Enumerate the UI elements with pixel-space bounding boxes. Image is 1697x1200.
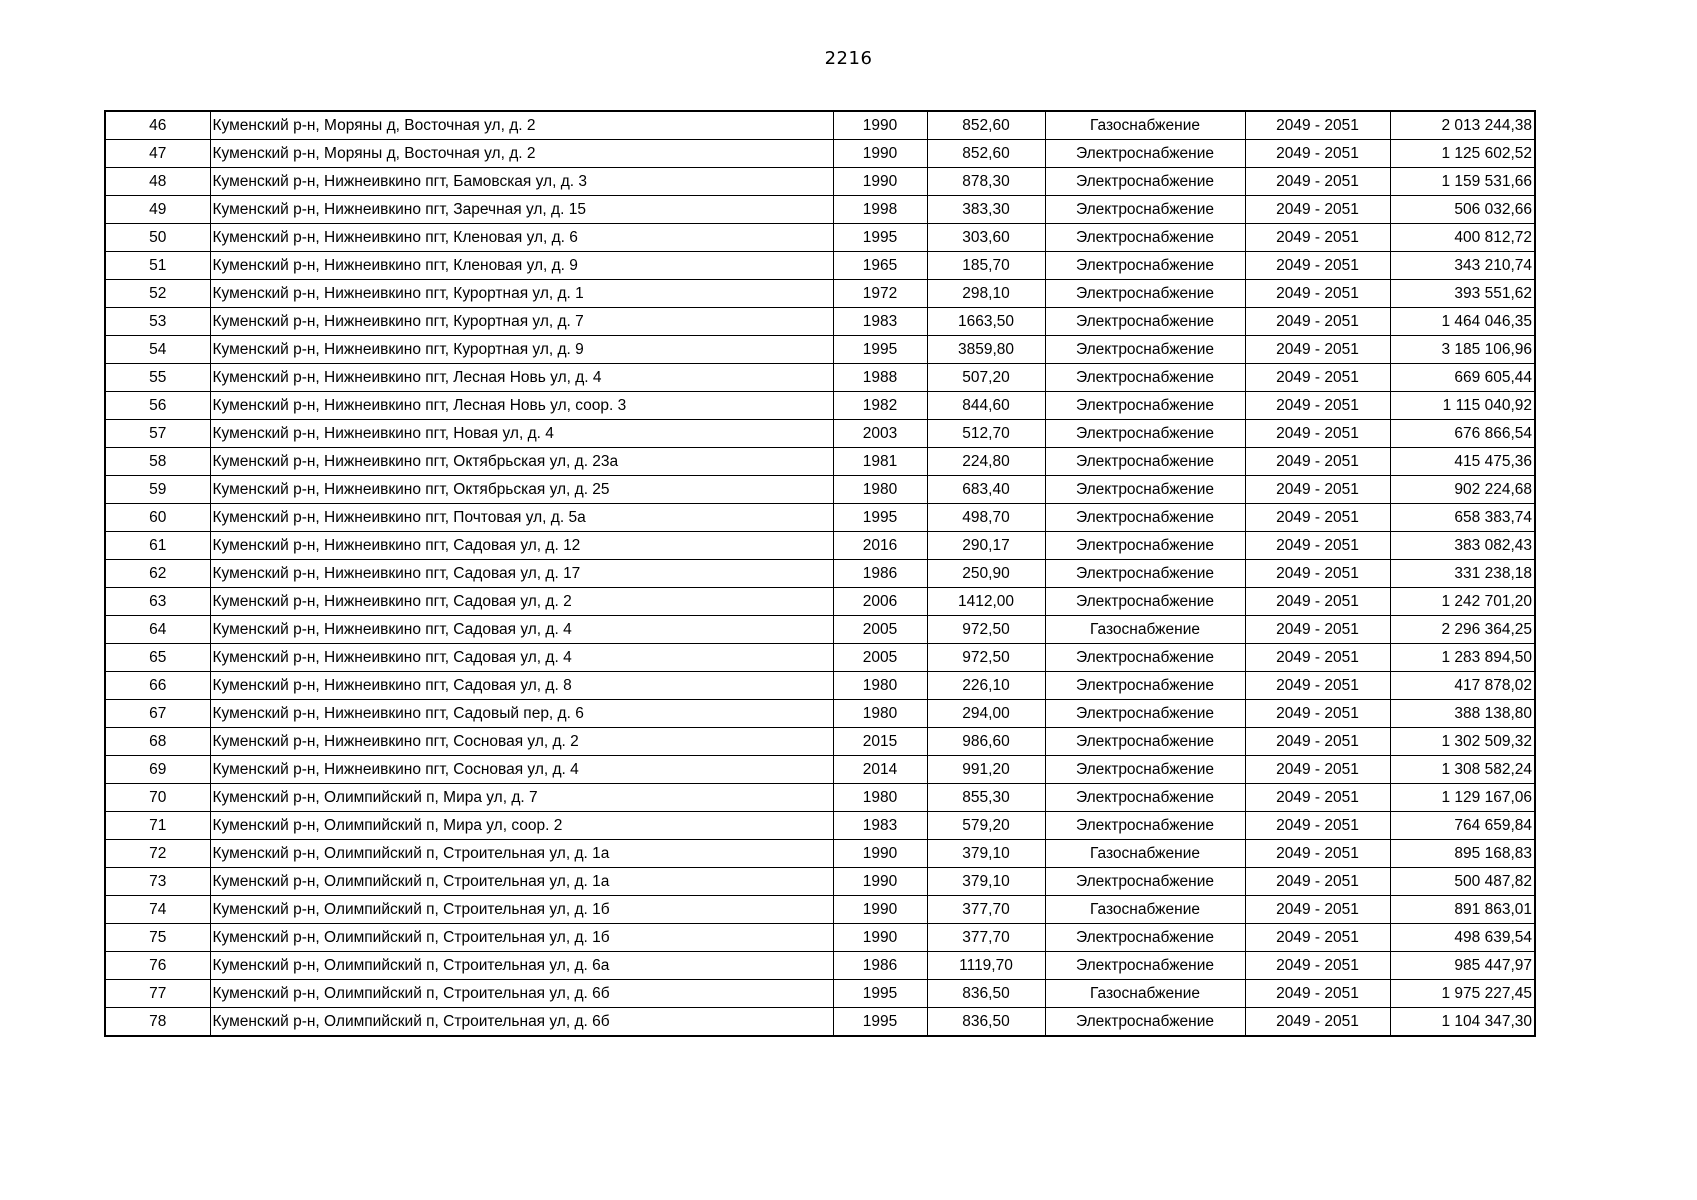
- table-row: [105, 616, 1535, 644]
- address-cell: Куменский р-н, Нижнеивкино пгт, Садовая ул, д. 4: [210, 644, 833, 672]
- area-cell: 498,70: [927, 504, 1045, 532]
- service-type-cell: Электроснабжение: [1045, 308, 1245, 336]
- table-row: [105, 980, 1535, 1008]
- row-number-cell: 59: [105, 476, 210, 504]
- year-cell: 2016: [833, 532, 927, 560]
- period-cell: 2049 - 2051: [1245, 588, 1390, 616]
- cost-cell: 1 115 040,92: [1390, 392, 1535, 420]
- year-cell: 1995: [833, 1008, 927, 1037]
- year-cell: 1998: [833, 196, 927, 224]
- service-type-cell: Электроснабжение: [1045, 952, 1245, 980]
- table-row: [105, 1008, 1535, 1037]
- period-cell: 2049 - 2051: [1245, 196, 1390, 224]
- cost-cell: 343 210,74: [1390, 252, 1535, 280]
- table-row: [105, 392, 1535, 420]
- period-cell: 2049 - 2051: [1245, 476, 1390, 504]
- cost-cell: 1 302 509,32: [1390, 728, 1535, 756]
- year-cell: 1982: [833, 392, 927, 420]
- area-cell: 290,17: [927, 532, 1045, 560]
- cost-cell: 1 159 531,66: [1390, 168, 1535, 196]
- row-number-cell: 47: [105, 140, 210, 168]
- service-type-cell: Газоснабжение: [1045, 616, 1245, 644]
- area-cell: 986,60: [927, 728, 1045, 756]
- cost-cell: 658 383,74: [1390, 504, 1535, 532]
- year-cell: 1990: [833, 868, 927, 896]
- period-cell: 2049 - 2051: [1245, 560, 1390, 588]
- year-cell: 1972: [833, 280, 927, 308]
- cost-cell: 383 082,43: [1390, 532, 1535, 560]
- area-cell: 377,70: [927, 924, 1045, 952]
- area-cell: 377,70: [927, 896, 1045, 924]
- service-type-cell: Газоснабжение: [1045, 840, 1245, 868]
- period-cell: 2049 - 2051: [1245, 308, 1390, 336]
- cost-cell: 895 168,83: [1390, 840, 1535, 868]
- table-row: [105, 336, 1535, 364]
- period-cell: 2049 - 2051: [1245, 812, 1390, 840]
- cost-cell: 891 863,01: [1390, 896, 1535, 924]
- year-cell: 2015: [833, 728, 927, 756]
- period-cell: 2049 - 2051: [1245, 280, 1390, 308]
- cost-cell: 1 464 046,35: [1390, 308, 1535, 336]
- page-number: 2216: [824, 48, 873, 69]
- period-cell: 2049 - 2051: [1245, 672, 1390, 700]
- year-cell: 1981: [833, 448, 927, 476]
- service-type-cell: Электроснабжение: [1045, 784, 1245, 812]
- period-cell: 2049 - 2051: [1245, 896, 1390, 924]
- year-cell: 1980: [833, 672, 927, 700]
- table-row: [105, 364, 1535, 392]
- year-cell: 2006: [833, 588, 927, 616]
- address-cell: Куменский р-н, Моряны д, Восточная ул, д. 2: [210, 111, 833, 140]
- year-cell: 2005: [833, 644, 927, 672]
- area-cell: 226,10: [927, 672, 1045, 700]
- row-number-cell: 69: [105, 756, 210, 784]
- service-type-cell: Электроснабжение: [1045, 476, 1245, 504]
- year-cell: 2014: [833, 756, 927, 784]
- area-cell: 1412,00: [927, 588, 1045, 616]
- period-cell: 2049 - 2051: [1245, 616, 1390, 644]
- row-number-cell: 56: [105, 392, 210, 420]
- area-cell: 185,70: [927, 252, 1045, 280]
- service-type-cell: Электроснабжение: [1045, 448, 1245, 476]
- row-number-cell: 60: [105, 504, 210, 532]
- period-cell: 2049 - 2051: [1245, 868, 1390, 896]
- period-cell: 2049 - 2051: [1245, 336, 1390, 364]
- service-type-cell: Электроснабжение: [1045, 392, 1245, 420]
- cost-cell: 3 185 106,96: [1390, 336, 1535, 364]
- period-cell: 2049 - 2051: [1245, 364, 1390, 392]
- row-number-cell: 76: [105, 952, 210, 980]
- cost-cell: 506 032,66: [1390, 196, 1535, 224]
- year-cell: 1990: [833, 840, 927, 868]
- row-number-cell: 62: [105, 560, 210, 588]
- address-cell: Куменский р-н, Нижнеивкино пгт, Сосновая ул, д. 4: [210, 756, 833, 784]
- address-cell: Куменский р-н, Олимпийский п, Строительная ул, д. 6б: [210, 1008, 833, 1037]
- address-cell: Куменский р-н, Нижнеивкино пгт, Октябрьская ул, д. 23а: [210, 448, 833, 476]
- area-cell: 379,10: [927, 840, 1045, 868]
- address-cell: Куменский р-н, Нижнеивкино пгт, Садовая ул, д. 17: [210, 560, 833, 588]
- cost-cell: 1 283 894,50: [1390, 644, 1535, 672]
- period-cell: 2049 - 2051: [1245, 700, 1390, 728]
- table-row: [105, 728, 1535, 756]
- period-cell: 2049 - 2051: [1245, 504, 1390, 532]
- table-row: [105, 840, 1535, 868]
- year-cell: 1986: [833, 952, 927, 980]
- address-cell: Куменский р-н, Олимпийский п, Строительная ул, д. 1б: [210, 924, 833, 952]
- address-cell: Куменский р-н, Нижнеивкино пгт, Заречная ул, д. 15: [210, 196, 833, 224]
- area-cell: 878,30: [927, 168, 1045, 196]
- area-cell: 683,40: [927, 476, 1045, 504]
- service-type-cell: Электроснабжение: [1045, 224, 1245, 252]
- service-type-cell: Электроснабжение: [1045, 168, 1245, 196]
- cost-cell: 1 975 227,45: [1390, 980, 1535, 1008]
- row-number-cell: 54: [105, 336, 210, 364]
- service-type-cell: Электроснабжение: [1045, 560, 1245, 588]
- table-row: [105, 672, 1535, 700]
- row-number-cell: 65: [105, 644, 210, 672]
- row-number-cell: 51: [105, 252, 210, 280]
- row-number-cell: 53: [105, 308, 210, 336]
- service-type-cell: Электроснабжение: [1045, 336, 1245, 364]
- cost-cell: 388 138,80: [1390, 700, 1535, 728]
- cost-cell: 393 551,62: [1390, 280, 1535, 308]
- address-cell: Куменский р-н, Нижнеивкино пгт, Садовая ул, д. 12: [210, 532, 833, 560]
- service-type-cell: Электроснабжение: [1045, 364, 1245, 392]
- period-cell: 2049 - 2051: [1245, 980, 1390, 1008]
- address-cell: Куменский р-н, Олимпийский п, Мира ул, д. 7: [210, 784, 833, 812]
- period-cell: 2049 - 2051: [1245, 532, 1390, 560]
- table-row: [105, 560, 1535, 588]
- cost-cell: 2 013 244,38: [1390, 111, 1535, 140]
- area-cell: 852,60: [927, 111, 1045, 140]
- period-cell: 2049 - 2051: [1245, 420, 1390, 448]
- address-cell: Куменский р-н, Нижнеивкино пгт, Кленовая ул, д. 9: [210, 252, 833, 280]
- service-type-cell: Электроснабжение: [1045, 700, 1245, 728]
- year-cell: 1980: [833, 784, 927, 812]
- service-type-cell: Газоснабжение: [1045, 111, 1245, 140]
- service-type-cell: Электроснабжение: [1045, 504, 1245, 532]
- cost-cell: 1 129 167,06: [1390, 784, 1535, 812]
- row-number-cell: 77: [105, 980, 210, 1008]
- row-number-cell: 58: [105, 448, 210, 476]
- row-number-cell: 78: [105, 1008, 210, 1037]
- area-cell: 250,90: [927, 560, 1045, 588]
- row-number-cell: 55: [105, 364, 210, 392]
- year-cell: 1986: [833, 560, 927, 588]
- period-cell: 2049 - 2051: [1245, 1008, 1390, 1037]
- cost-cell: 902 224,68: [1390, 476, 1535, 504]
- cost-cell: 400 812,72: [1390, 224, 1535, 252]
- table-row: [105, 812, 1535, 840]
- row-number-cell: 73: [105, 868, 210, 896]
- service-type-cell: Электроснабжение: [1045, 812, 1245, 840]
- service-type-cell: Электроснабжение: [1045, 672, 1245, 700]
- cost-cell: 676 866,54: [1390, 420, 1535, 448]
- year-cell: 1995: [833, 224, 927, 252]
- table-row: [105, 252, 1535, 280]
- address-cell: Куменский р-н, Нижнеивкино пгт, Бамовская ул, д. 3: [210, 168, 833, 196]
- period-cell: 2049 - 2051: [1245, 644, 1390, 672]
- area-cell: 855,30: [927, 784, 1045, 812]
- area-cell: 507,20: [927, 364, 1045, 392]
- address-cell: Куменский р-н, Нижнеивкино пгт, Курортная ул, д. 9: [210, 336, 833, 364]
- service-type-cell: Электроснабжение: [1045, 756, 1245, 784]
- address-cell: Куменский р-н, Нижнеивкино пгт, Октябрьская ул, д. 25: [210, 476, 833, 504]
- address-cell: Куменский р-н, Нижнеивкино пгт, Лесная Новь ул, соор. 3: [210, 392, 833, 420]
- area-cell: 379,10: [927, 868, 1045, 896]
- area-cell: 512,70: [927, 420, 1045, 448]
- table-row: [105, 111, 1535, 140]
- service-type-cell: Электроснабжение: [1045, 532, 1245, 560]
- year-cell: 1990: [833, 111, 927, 140]
- area-cell: 3859,80: [927, 336, 1045, 364]
- service-type-cell: Электроснабжение: [1045, 420, 1245, 448]
- table-row: [105, 224, 1535, 252]
- period-cell: 2049 - 2051: [1245, 140, 1390, 168]
- service-type-cell: Электроснабжение: [1045, 868, 1245, 896]
- cost-cell: 331 238,18: [1390, 560, 1535, 588]
- cost-cell: 415 475,36: [1390, 448, 1535, 476]
- area-cell: 1119,70: [927, 952, 1045, 980]
- address-cell: Куменский р-н, Нижнеивкино пгт, Новая ул, д. 4: [210, 420, 833, 448]
- area-cell: 579,20: [927, 812, 1045, 840]
- row-number-cell: 74: [105, 896, 210, 924]
- period-cell: 2049 - 2051: [1245, 168, 1390, 196]
- year-cell: 1965: [833, 252, 927, 280]
- table-body: [105, 111, 1535, 1036]
- address-cell: Куменский р-н, Нижнеивкино пгт, Садовый пер, д. 6: [210, 700, 833, 728]
- row-number-cell: 50: [105, 224, 210, 252]
- row-number-cell: 66: [105, 672, 210, 700]
- row-number-cell: 61: [105, 532, 210, 560]
- table-row: [105, 448, 1535, 476]
- table-row: [105, 952, 1535, 980]
- row-number-cell: 67: [105, 700, 210, 728]
- table-row: [105, 868, 1535, 896]
- address-cell: Куменский р-н, Нижнеивкино пгт, Сосновая ул, д. 2: [210, 728, 833, 756]
- area-cell: 383,30: [927, 196, 1045, 224]
- address-cell: Куменский р-н, Нижнеивкино пгт, Кленовая ул, д. 6: [210, 224, 833, 252]
- table-row: [105, 196, 1535, 224]
- row-number-cell: 46: [105, 111, 210, 140]
- row-number-cell: 71: [105, 812, 210, 840]
- service-type-cell: Газоснабжение: [1045, 980, 1245, 1008]
- service-type-cell: Электроснабжение: [1045, 252, 1245, 280]
- year-cell: 2003: [833, 420, 927, 448]
- period-cell: 2049 - 2051: [1245, 784, 1390, 812]
- table-row: [105, 140, 1535, 168]
- area-cell: 844,60: [927, 392, 1045, 420]
- year-cell: 1988: [833, 364, 927, 392]
- area-cell: 298,10: [927, 280, 1045, 308]
- service-type-cell: Электроснабжение: [1045, 280, 1245, 308]
- row-number-cell: 75: [105, 924, 210, 952]
- period-cell: 2049 - 2051: [1245, 392, 1390, 420]
- address-cell: Куменский р-н, Нижнеивкино пгт, Почтовая ул, д. 5а: [210, 504, 833, 532]
- table-row: [105, 756, 1535, 784]
- table-row: [105, 168, 1535, 196]
- address-cell: Куменский р-н, Нижнеивкино пгт, Лесная Новь ул, д. 4: [210, 364, 833, 392]
- address-cell: Куменский р-н, Олимпийский п, Строительная ул, д. 1б: [210, 896, 833, 924]
- cost-cell: 1 125 602,52: [1390, 140, 1535, 168]
- period-cell: 2049 - 2051: [1245, 448, 1390, 476]
- row-number-cell: 70: [105, 784, 210, 812]
- year-cell: 1990: [833, 168, 927, 196]
- year-cell: 1990: [833, 140, 927, 168]
- period-cell: 2049 - 2051: [1245, 924, 1390, 952]
- row-number-cell: 64: [105, 616, 210, 644]
- address-cell: Куменский р-н, Нижнеивкино пгт, Садовая ул, д. 4: [210, 616, 833, 644]
- row-number-cell: 52: [105, 280, 210, 308]
- period-cell: 2049 - 2051: [1245, 840, 1390, 868]
- table-row: [105, 420, 1535, 448]
- table-row: [105, 896, 1535, 924]
- table-row: [105, 504, 1535, 532]
- cost-cell: 1 242 701,20: [1390, 588, 1535, 616]
- year-cell: 1995: [833, 980, 927, 1008]
- period-cell: 2049 - 2051: [1245, 952, 1390, 980]
- row-number-cell: 49: [105, 196, 210, 224]
- year-cell: 1980: [833, 700, 927, 728]
- year-cell: 1995: [833, 336, 927, 364]
- address-cell: Куменский р-н, Олимпийский п, Мира ул, соор. 2: [210, 812, 833, 840]
- period-cell: 2049 - 2051: [1245, 224, 1390, 252]
- area-cell: 303,60: [927, 224, 1045, 252]
- year-cell: 1990: [833, 896, 927, 924]
- service-type-cell: Электроснабжение: [1045, 728, 1245, 756]
- period-cell: 2049 - 2051: [1245, 756, 1390, 784]
- service-type-cell: Электроснабжение: [1045, 588, 1245, 616]
- area-cell: 836,50: [927, 980, 1045, 1008]
- address-cell: Куменский р-н, Олимпийский п, Строительная ул, д. 1а: [210, 868, 833, 896]
- year-cell: 1990: [833, 924, 927, 952]
- area-cell: 294,00: [927, 700, 1045, 728]
- service-type-cell: Газоснабжение: [1045, 896, 1245, 924]
- period-cell: 2049 - 2051: [1245, 728, 1390, 756]
- area-cell: 852,60: [927, 140, 1045, 168]
- service-type-cell: Электроснабжение: [1045, 140, 1245, 168]
- service-type-cell: Электроснабжение: [1045, 1008, 1245, 1037]
- table-row: [105, 784, 1535, 812]
- year-cell: 1983: [833, 812, 927, 840]
- table-row: [105, 700, 1535, 728]
- cost-cell: 985 447,97: [1390, 952, 1535, 980]
- cost-cell: 1 308 582,24: [1390, 756, 1535, 784]
- address-cell: Куменский р-н, Нижнеивкино пгт, Курортная ул, д. 7: [210, 308, 833, 336]
- area-cell: 1663,50: [927, 308, 1045, 336]
- table-row: [105, 644, 1535, 672]
- row-number-cell: 48: [105, 168, 210, 196]
- address-cell: Куменский р-н, Моряны д, Восточная ул, д. 2: [210, 140, 833, 168]
- period-cell: 2049 - 2051: [1245, 252, 1390, 280]
- table-row: [105, 532, 1535, 560]
- address-cell: Куменский р-н, Нижнеивкино пгт, Садовая ул, д. 2: [210, 588, 833, 616]
- table-row: [105, 280, 1535, 308]
- address-cell: Куменский р-н, Олимпийский п, Строительная ул, д. 1а: [210, 840, 833, 868]
- data-table: [104, 110, 1536, 1037]
- year-cell: 1995: [833, 504, 927, 532]
- row-number-cell: 63: [105, 588, 210, 616]
- area-cell: 972,50: [927, 644, 1045, 672]
- service-type-cell: Электроснабжение: [1045, 924, 1245, 952]
- area-cell: 991,20: [927, 756, 1045, 784]
- row-number-cell: 72: [105, 840, 210, 868]
- service-type-cell: Электроснабжение: [1045, 644, 1245, 672]
- cost-cell: 498 639,54: [1390, 924, 1535, 952]
- row-number-cell: 57: [105, 420, 210, 448]
- address-cell: Куменский р-н, Олимпийский п, Строительная ул, д. 6а: [210, 952, 833, 980]
- year-cell: 1980: [833, 476, 927, 504]
- table-row: [105, 476, 1535, 504]
- table-row: [105, 588, 1535, 616]
- cost-cell: 764 659,84: [1390, 812, 1535, 840]
- service-type-cell: Электроснабжение: [1045, 196, 1245, 224]
- period-cell: 2049 - 2051: [1245, 111, 1390, 140]
- table-row: [105, 924, 1535, 952]
- area-cell: 836,50: [927, 1008, 1045, 1037]
- year-cell: 1983: [833, 308, 927, 336]
- address-cell: Куменский р-н, Нижнеивкино пгт, Курортная ул, д. 1: [210, 280, 833, 308]
- area-cell: 972,50: [927, 616, 1045, 644]
- area-cell: 224,80: [927, 448, 1045, 476]
- address-cell: Куменский р-н, Олимпийский п, Строительная ул, д. 6б: [210, 980, 833, 1008]
- cost-cell: 1 104 347,30: [1390, 1008, 1535, 1037]
- address-cell: Куменский р-н, Нижнеивкино пгт, Садовая ул, д. 8: [210, 672, 833, 700]
- table-row: [105, 308, 1535, 336]
- cost-cell: 2 296 364,25: [1390, 616, 1535, 644]
- row-number-cell: 68: [105, 728, 210, 756]
- cost-cell: 417 878,02: [1390, 672, 1535, 700]
- cost-cell: 669 605,44: [1390, 364, 1535, 392]
- cost-cell: 500 487,82: [1390, 868, 1535, 896]
- year-cell: 2005: [833, 616, 927, 644]
